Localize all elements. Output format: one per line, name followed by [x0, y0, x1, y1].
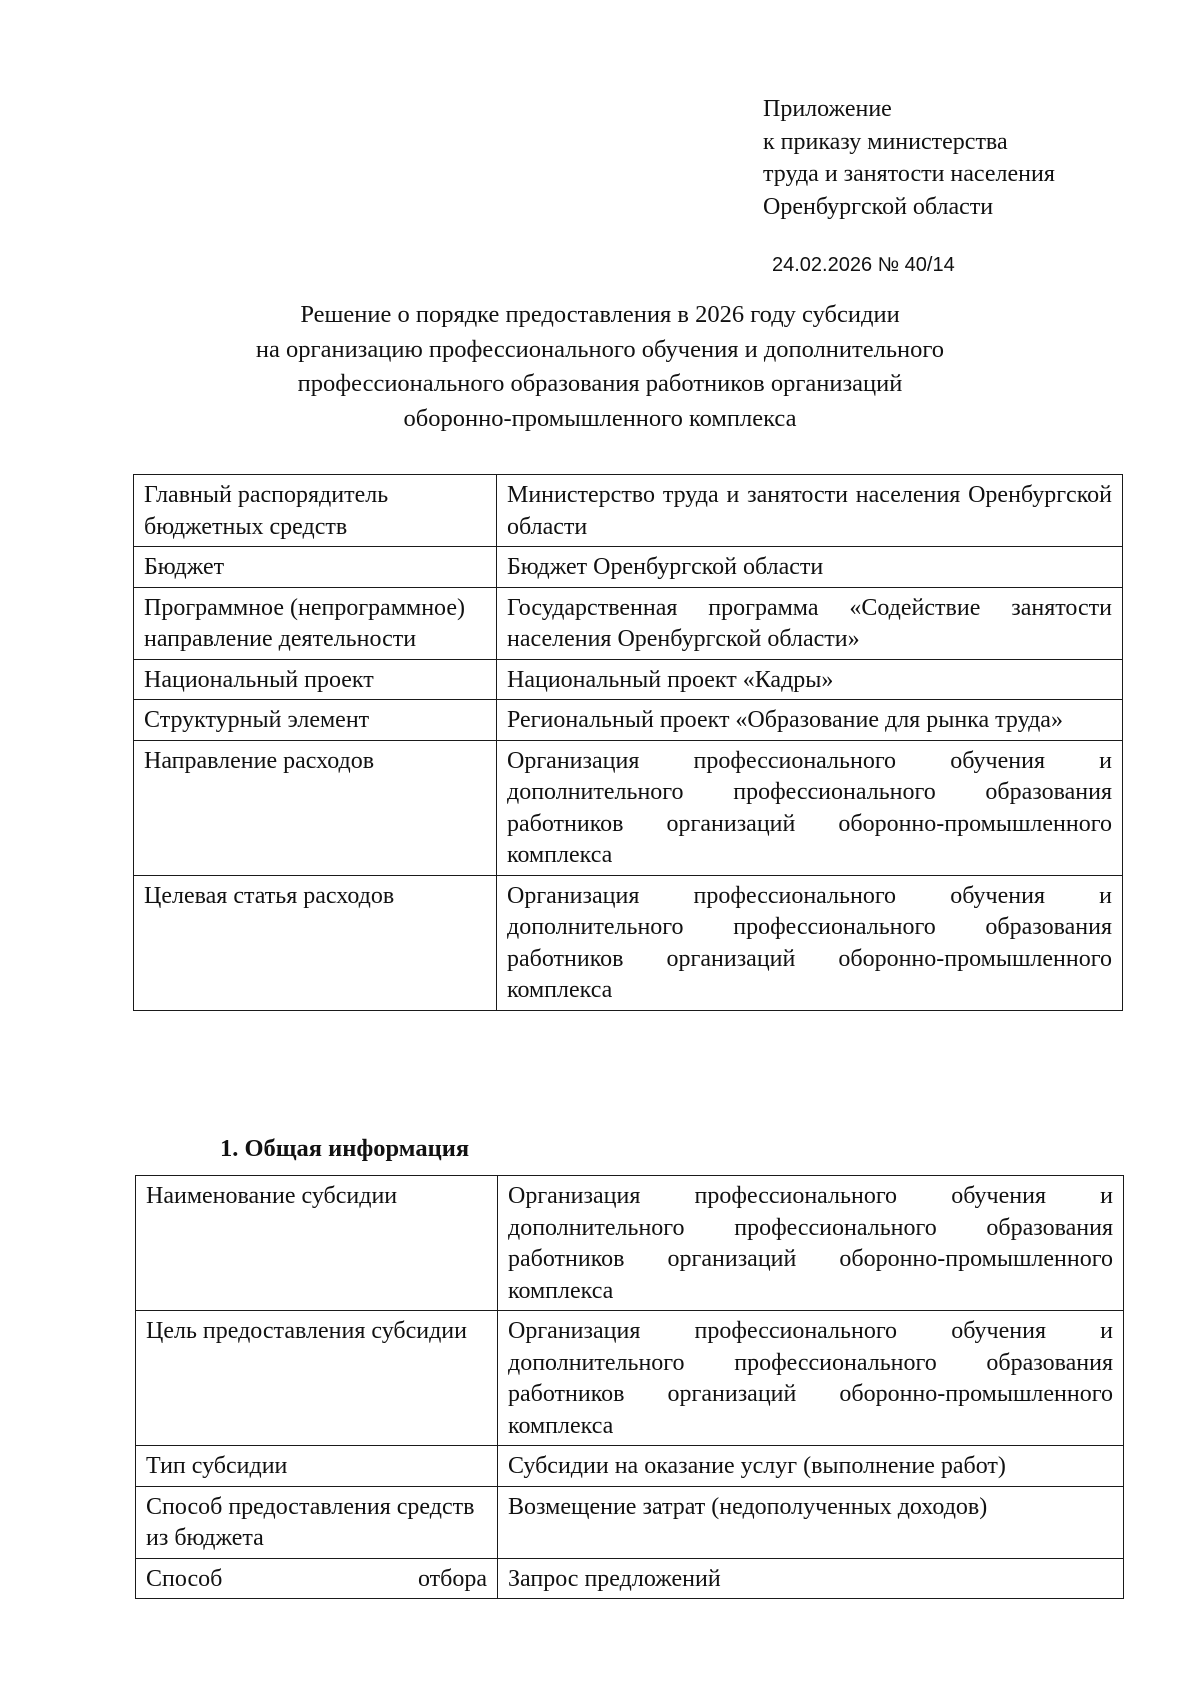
table-row: [134, 875, 1123, 1010]
section-heading: 1. Общая информация: [220, 1135, 470, 1162]
row-label: Программное (непрограммное) направление деятельности: [134, 587, 497, 659]
title-line: на организацию профессионального обучения и дополнительного: [255, 335, 945, 363]
row-label: Способ отбора: [136, 1558, 498, 1599]
row-value: Региональный проект «Образование для рынка труда»: [497, 700, 1123, 741]
table-row: [134, 700, 1123, 741]
row-value: Бюджет Оренбургской области: [497, 547, 1123, 588]
appendix-line: труда и занятости населения: [763, 161, 1055, 187]
table-row: [136, 1558, 1124, 1599]
row-value: Запрос предложений: [498, 1558, 1124, 1599]
table-row: [136, 1176, 1124, 1311]
table-row: [134, 547, 1123, 588]
row-label: Бюджет: [134, 547, 497, 588]
table-row: [136, 1446, 1124, 1487]
appendix-line: к приказу министерства: [763, 128, 1008, 155]
document-title: [150, 298, 1050, 436]
table-row: [134, 740, 1123, 875]
appendix-line: Приложение: [763, 96, 892, 122]
row-value: Организация профессионального обучения и дополнительного профессионального образования работников организаций оборонно-промышленного комплекса: [498, 1311, 1124, 1446]
row-value: Организация профессионального обучения и дополнительного профессионального образования работников организаций оборонно-промышленного комплекса: [497, 740, 1123, 875]
row-value: Национальный проект «Кадры»: [497, 659, 1123, 700]
budget-info-table: [133, 474, 1123, 1011]
row-label: Цель предоставления субсидии: [136, 1311, 498, 1446]
table-row: [136, 1486, 1124, 1558]
row-label: Направление расходов: [134, 740, 497, 875]
table-row: [136, 1311, 1124, 1446]
table-row: [134, 587, 1123, 659]
order-date-number: 24.02.2026 № 40/14: [772, 254, 955, 276]
row-label: Главный распорядитель бюджетных средств: [134, 475, 497, 547]
row-label: Структурный элемент: [134, 700, 497, 741]
row-value: Государственная программа «Содействие занятости населения Оренбургской области»: [497, 587, 1123, 659]
row-value: Возмещение затрат (недополученных доходов): [498, 1486, 1124, 1558]
title-line: Решение о порядке предоставления в 2026 году субсидии: [300, 301, 900, 328]
row-label: Национальный проект: [134, 659, 497, 700]
table-row: [134, 659, 1123, 700]
title-line: профессионального образования работников организаций: [297, 370, 903, 397]
row-label: Способ предоставления средств из бюджета: [136, 1486, 498, 1558]
general-info-table: [135, 1175, 1124, 1599]
row-value: Организация профессионального обучения и дополнительного профессионального образования работников организаций оборонно-промышленного комплекса: [498, 1176, 1124, 1311]
row-value: Субсидии на оказание услуг (выполнение работ): [498, 1446, 1124, 1487]
table-row: [134, 475, 1123, 547]
appendix-block: [763, 93, 1055, 223]
row-label: Тип субсидии: [136, 1446, 498, 1487]
title-line: оборонно-промышленного комплекса: [403, 404, 797, 432]
appendix-line: Оренбургской области: [763, 193, 994, 220]
row-value: Министерство труда и занятости населения Оренбургской области: [497, 475, 1123, 547]
row-value: Организация профессионального обучения и дополнительного профессионального образования работников организаций оборонно-промышленного комплекса: [497, 875, 1123, 1010]
row-label: Наименование субсидии: [136, 1176, 498, 1311]
row-label: Целевая статья расходов: [134, 875, 497, 1010]
